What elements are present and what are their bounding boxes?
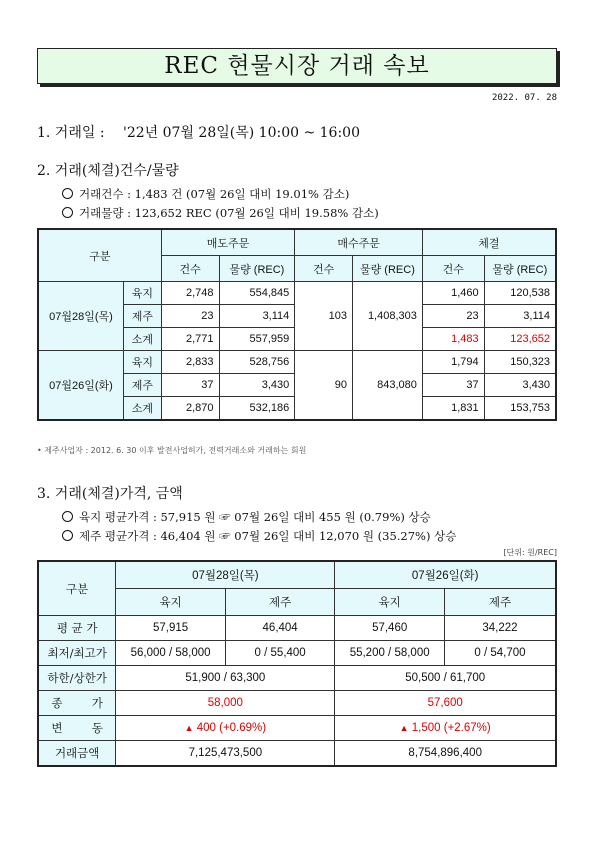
row-label: 최저/최고가 <box>38 641 116 666</box>
cell: 51,900 / 63,300 <box>116 666 335 691</box>
cell: 1,831 <box>422 397 484 421</box>
cell: 90 <box>295 351 353 421</box>
bullet-trade-count <box>62 186 349 202</box>
cell: 1,483 <box>422 328 484 351</box>
up-triangle-icon: ▲ <box>184 723 194 733</box>
cell: 0 / 54,700 <box>444 641 556 666</box>
table-header-row <box>38 561 556 589</box>
cell: 1,460 <box>422 282 484 305</box>
subheader-cell: 육지 <box>116 589 226 616</box>
header-buy: 매수주문 <box>295 229 423 256</box>
section1-heading: 1. 거래일 : <box>37 125 105 141</box>
cell: 23 <box>422 305 484 328</box>
cell: 2,748 <box>161 282 219 305</box>
cell: 57,460 <box>335 616 445 641</box>
row-label: 육지 <box>123 282 161 305</box>
header-deal: 체결 <box>422 229 556 256</box>
cell: 3,430 <box>219 374 295 397</box>
bullet-mainland-price <box>62 509 431 525</box>
date-cell: 07월28일(목) <box>38 282 123 351</box>
subheader-cell: 물량 (REC) <box>484 256 556 282</box>
cell: 557,959 <box>219 328 295 351</box>
cell: 843,080 <box>353 351 423 421</box>
cell: 1,408,303 <box>353 282 423 351</box>
table-row <box>38 351 556 374</box>
cell: 120,538 <box>484 282 556 305</box>
row-label: 소계 <box>123 397 161 421</box>
price-table <box>37 560 557 767</box>
row-label: 하한/상한가 <box>38 666 116 691</box>
cell: 3,430 <box>484 374 556 397</box>
row-label: 육지 <box>123 351 161 374</box>
cell: 3,114 <box>484 305 556 328</box>
table-corner: 구분 <box>38 561 116 616</box>
circle-bullet-icon <box>62 511 73 522</box>
section-trade-date <box>37 122 360 142</box>
change-value: 1,500 (+2.67%) <box>411 722 491 734</box>
cell: 57,915 <box>116 616 226 641</box>
cell: 2,771 <box>161 328 219 351</box>
date-cell: 07월26일(화) <box>38 351 123 421</box>
trade-volume-text: 거래물량 : 123,652 REC (07월 26일 대비 19.58% 감소) <box>79 206 379 220</box>
subheader-cell: 제주 <box>225 589 335 616</box>
cell: 150,323 <box>484 351 556 374</box>
subheader-cell: 건수 <box>422 256 484 282</box>
row-label: 거래금액 <box>38 741 116 767</box>
subheader-cell: 육지 <box>335 589 445 616</box>
cell: 55,200 / 58,000 <box>335 641 445 666</box>
subheader-cell: 물량 (REC) <box>219 256 295 282</box>
change-value: 400 (+0.69%) <box>196 722 267 734</box>
cell: 37 <box>422 374 484 397</box>
cell <box>335 716 556 741</box>
trade-count-text: 거래건수 : 1,483 건 (07월 26일 대비 19.01% 감소) <box>79 187 350 201</box>
cell: 2,870 <box>161 397 219 421</box>
cell: 34,222 <box>444 616 556 641</box>
cell: 2,833 <box>161 351 219 374</box>
cell: 7,125,473,500 <box>116 741 335 767</box>
cell: 56,000 / 58,000 <box>116 641 226 666</box>
circle-bullet-icon <box>62 188 73 199</box>
table-row <box>38 716 556 741</box>
cell: 1,794 <box>422 351 484 374</box>
cell: 37 <box>161 374 219 397</box>
cell: 23 <box>161 305 219 328</box>
mainland-price-text: 육지 평균가격 : 57,915 원 ☞ 07월 26일 대비 455 원 (0.79%) 상승 <box>79 510 431 524</box>
table-row <box>38 666 556 691</box>
subheader-cell: 건수 <box>161 256 219 282</box>
table-corner: 구분 <box>38 229 161 282</box>
section3-heading: 3. 거래(체결)가격, 금액 <box>37 486 183 502</box>
cell: 532,186 <box>219 397 295 421</box>
subheader-cell: 물량 (REC) <box>353 256 423 282</box>
cell <box>116 716 335 741</box>
subheader-cell: 건수 <box>295 256 353 282</box>
jeju-price-text: 제주 평균가격 : 46,404 원 ☞ 07월 26일 대비 12,070 원 (35.27%) 상승 <box>79 529 457 543</box>
cell: 0 / 55,400 <box>225 641 335 666</box>
table-header-row <box>38 229 556 256</box>
table-row <box>38 641 556 666</box>
cell: 46,404 <box>225 616 335 641</box>
cell: 103 <box>295 282 353 351</box>
table-subheader-row <box>38 589 556 616</box>
circle-bullet-icon <box>62 207 73 218</box>
cell: 50,500 / 61,700 <box>335 666 556 691</box>
row-label: 평 균 가 <box>38 616 116 641</box>
report-date: 2022. 07. 28 <box>491 93 557 103</box>
table-row <box>38 282 556 305</box>
table-row <box>38 616 556 641</box>
row-label: 종 가 <box>38 691 116 716</box>
table-row <box>38 691 556 716</box>
section2-heading: 2. 거래(체결)건수/물량 <box>37 163 179 179</box>
cell: 554,845 <box>219 282 295 305</box>
cell: 57,600 <box>335 691 556 716</box>
header-date1: 07월28일(목) <box>116 561 335 589</box>
unit-label: [단위: 원/REC] <box>503 548 557 557</box>
table-row <box>38 741 556 767</box>
cell: 3,114 <box>219 305 295 328</box>
header-sell: 매도주문 <box>161 229 295 256</box>
up-triangle-icon: ▲ <box>399 723 409 733</box>
circle-bullet-icon <box>62 530 73 541</box>
cell: 153,753 <box>484 397 556 421</box>
header-date2: 07월26일(화) <box>335 561 556 589</box>
volume-table <box>37 228 557 421</box>
trade-date-value: '22년 07월 28일(목) 10:00 ~ 16:00 <box>123 125 360 141</box>
footnote: • 제주사업자 : 2012. 6. 30 이후 발전사업허가, 전력거래소와 거래하는 회원 <box>37 446 307 455</box>
bullet-jeju-price <box>62 528 456 544</box>
row-label: 변 동 <box>38 716 116 741</box>
row-label: 제주 <box>123 305 161 328</box>
cell: 123,652 <box>484 328 556 351</box>
cell: 8,754,896,400 <box>335 741 556 767</box>
bullet-trade-volume <box>62 205 379 221</box>
cell: 528,756 <box>219 351 295 374</box>
cell: 58,000 <box>116 691 335 716</box>
row-label: 제주 <box>123 374 161 397</box>
report-title: REC 현물시장 거래 속보 <box>37 48 557 84</box>
row-label: 소계 <box>123 328 161 351</box>
subheader-cell: 제주 <box>444 589 556 616</box>
